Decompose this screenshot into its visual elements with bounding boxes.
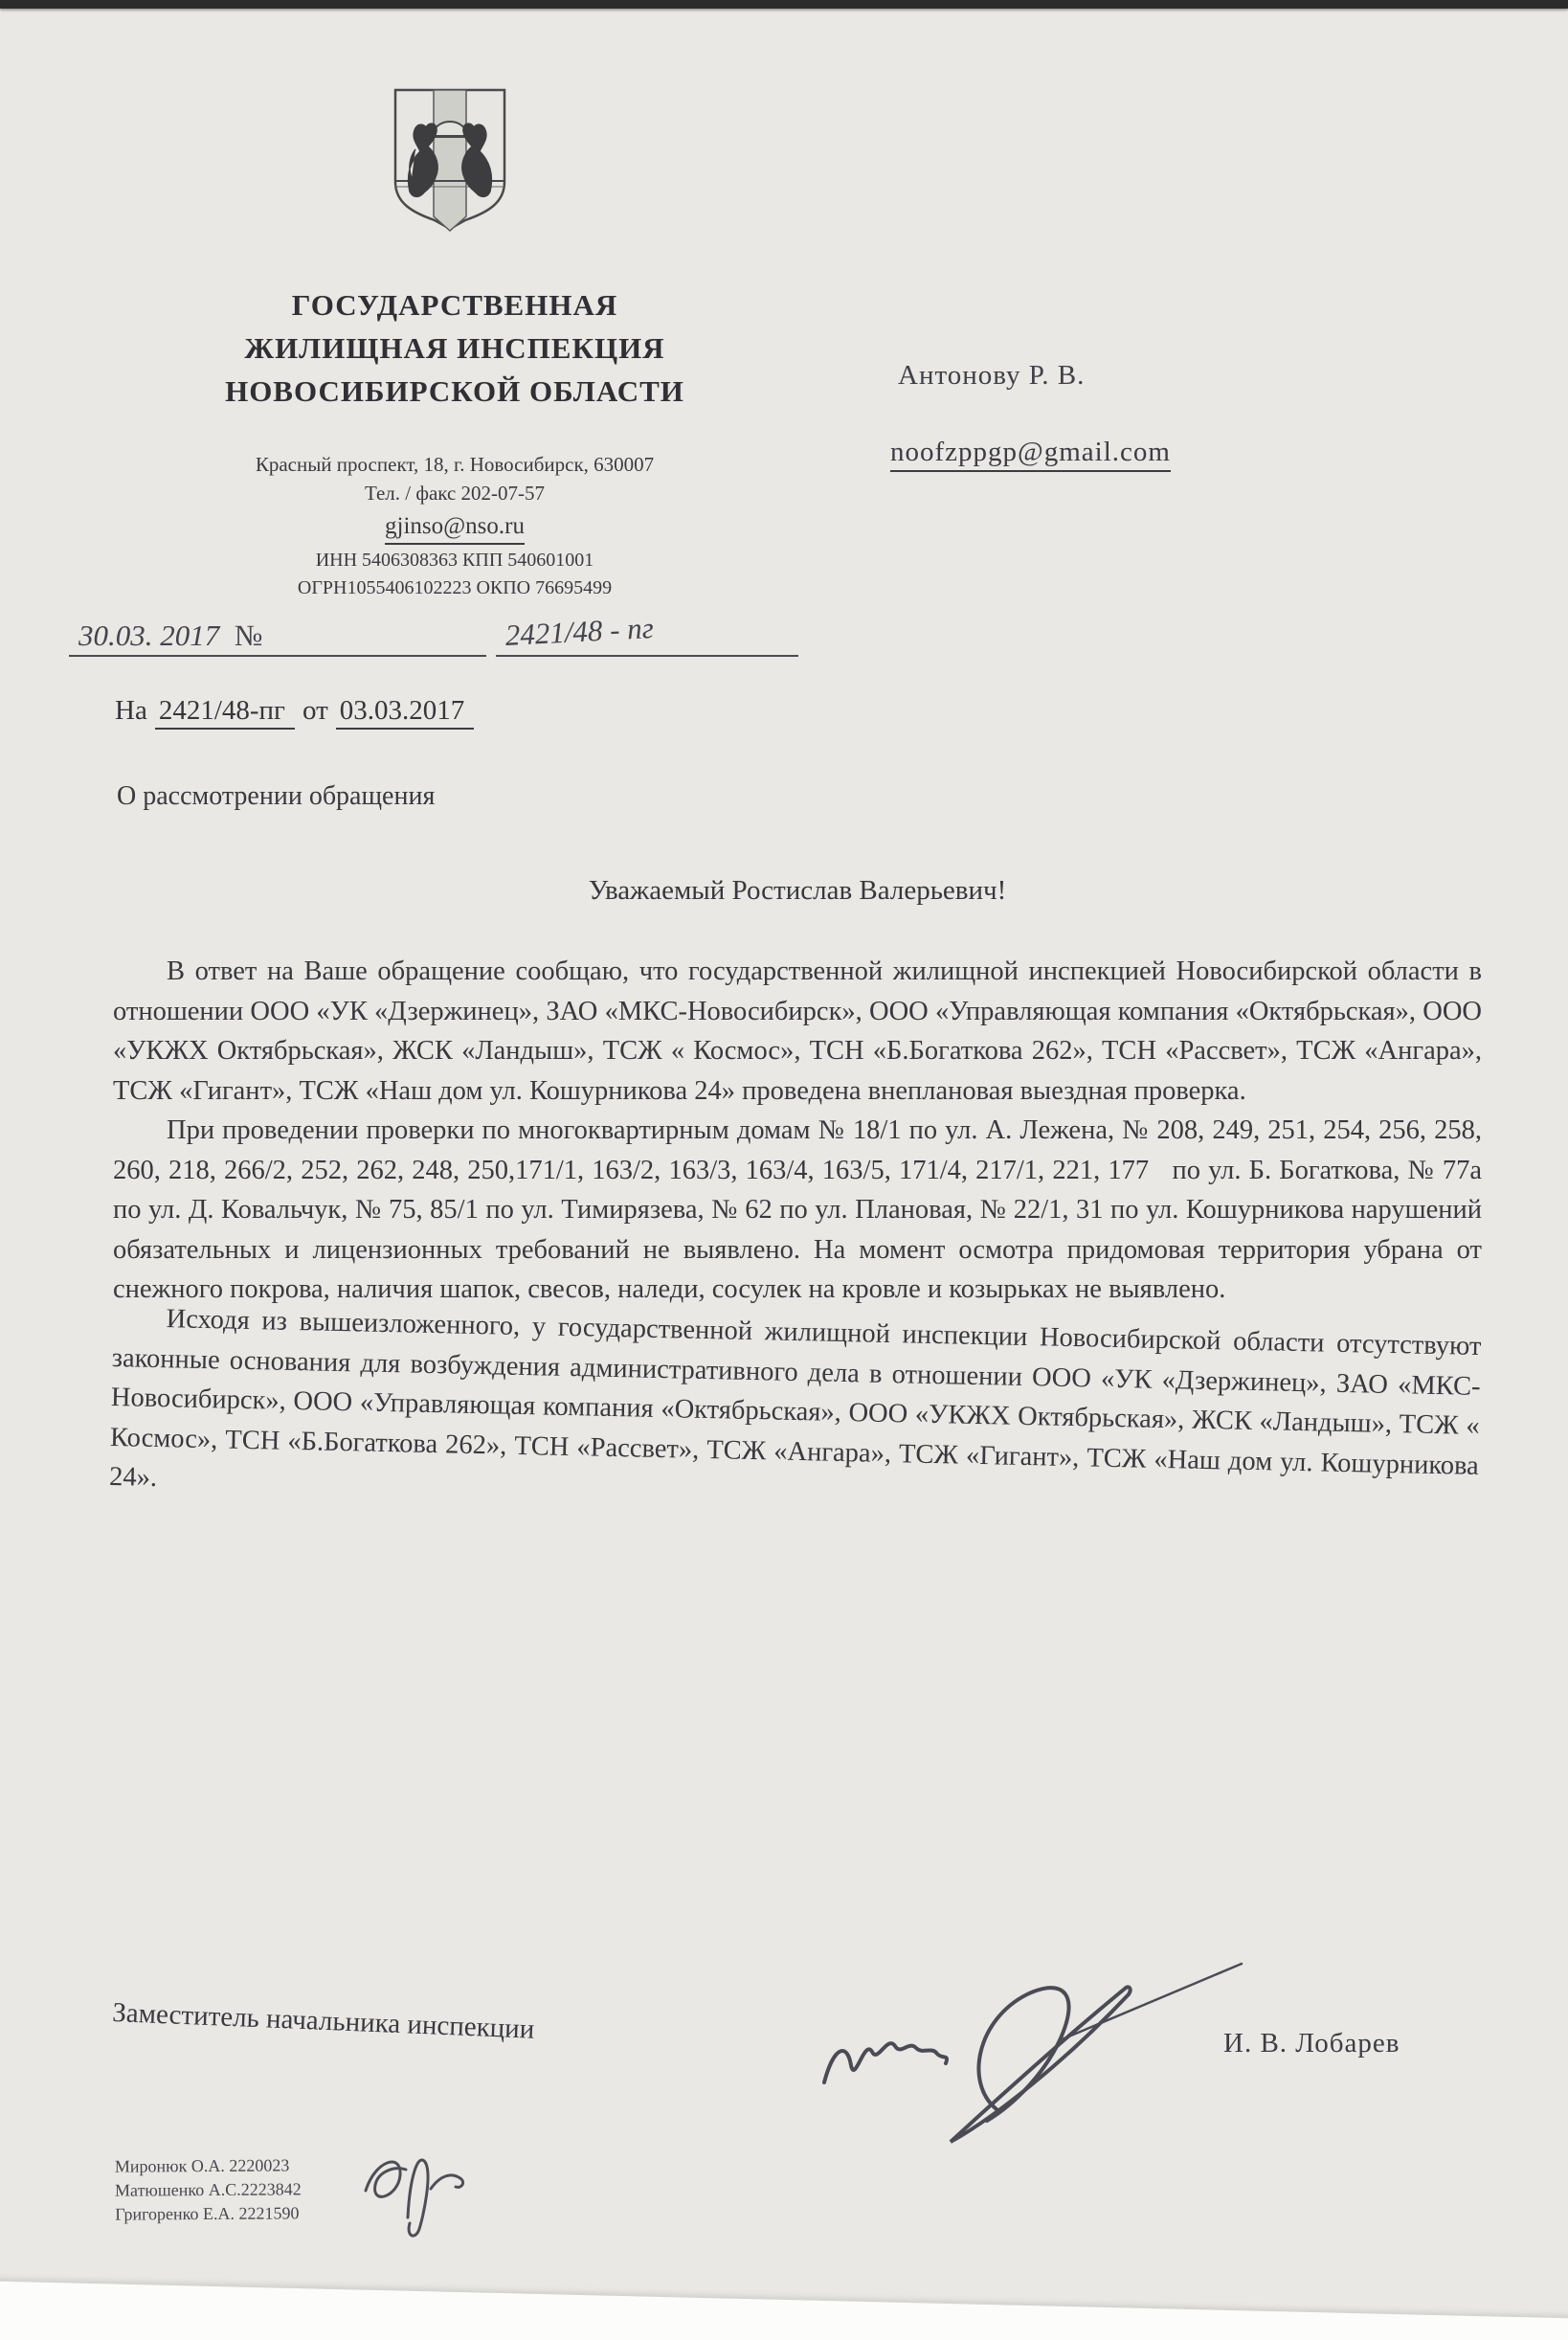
- org-name: [86, 283, 823, 413]
- body-paragraph-1: В ответ на Ваше обращение сообщаю, что государственной жилищной инспекцией Новосибирской области в отношении ООО «УК «Дзержинец», ЗАО «МКС-Новосибирск», ООО «Управляющая компания «Октябрьская», ООО «УКЖХ Октябрьская», ЖСК «Ландыш», ТСЖ « Космос», ТСН «Б.Богаткова 262», ТСН «Рассвет», ТСЖ «Ангара», ТСЖ «Гигант», ТСЖ «Наш дом ул. Кошурникова 24» проведена внеплановая выездная проверка.: [113, 956, 1482, 1106]
- executors-list: [115, 2153, 302, 2226]
- executor-autograph-mark: [352, 2137, 477, 2247]
- recipient-name: Антонову Р. В.: [898, 360, 1086, 391]
- org-name-line-3: НОВОСИБИРСКОЙ ОБЛАСТИ: [225, 374, 684, 408]
- outgoing-number-cell: [496, 610, 798, 657]
- org-address: Красный проспект, 18, г. Новосибирск, 630007: [255, 453, 655, 476]
- reply-ref-number: 2421/48-пг: [155, 695, 295, 730]
- outgoing-date-handwritten: 30.03. 2017: [78, 619, 220, 652]
- outgoing-number-handwritten: 2421/48 - пг: [504, 610, 655, 653]
- scan-bottom-edge: [0, 2281, 1568, 2340]
- subject-line: О рассмотрении обращения: [117, 781, 436, 811]
- org-inn-kpp: ИНН 5406308363 КПП 540601001: [315, 550, 594, 571]
- org-contact-block: [86, 450, 823, 602]
- signer-title: Заместитель начальника инспекции: [111, 1997, 535, 2045]
- body-paragraph-3: Исходя из вышеизложенного, у государственной жилищной инспекции Новосибирской области отсутствуют законные основания для возбуждения административного дела в отношении ООО «УК «Дзержинец», ЗАО «МКС-Новосибирск», ООО «Управляющая компания «Октябрьская», ООО «УКЖХ Октябрьская», ЖСК «Ландыш», ТСЖ « Космос», ТСН «Б.Богаткова 262», ТСН «Рассвет», ТСЖ «Ангара», ТСЖ «Гигант», ТСЖ «Наш дом ул. Кошурникова 24».: [108, 1303, 1482, 1493]
- executor-line-3: Григоренко Е.А. 2221590: [115, 2203, 300, 2224]
- org-ogrn-okpo: ОГРН1055406102223 ОКПО 76695499: [297, 577, 613, 598]
- org-phone: Тел. / факс 202-07-57: [364, 482, 546, 505]
- reply-prefix: На: [115, 695, 147, 726]
- body-paragraph-2: При проведении проверки по многоквартирным домам № 18/1 по ул. А. Лежена, № 208, 249, 251, 254, 256, 258, 260, 218, 266/2, 252, 262, 248, 250,171/1, 163/2, 163/3, 163/4, 163/5, 171/4, 217/1, 221, 177 по ул. Б. Богаткова, № 77а по ул. Д. Ковальчук, № 75, 85/1 по ул. Тимирязева, № 62 по ул. Плановая, № 22/1, 31 по ул. Кошурникова нарушений обязательных и лицензионных требований не выявлено. На момент осмотра придомовая территория убрана от снежного покрова, наличия шапок, свесов, наледи, сосулек на кровле и козырьках не выявлено.: [113, 1115, 1482, 1304]
- scan-top-edge: [0, 0, 1568, 9]
- outgoing-number-sign: №: [234, 619, 263, 652]
- signer-autograph-mark: [809, 1939, 1259, 2169]
- org-email: gjinso@nso.ru: [385, 510, 525, 545]
- reply-ot: от: [302, 695, 328, 726]
- org-name-line-2: ЖИЛИЩНАЯ ИНСПЕКЦИЯ: [244, 331, 665, 365]
- reply-ref-date: 03.03.2017: [336, 695, 475, 730]
- outgoing-ref-line: [69, 610, 825, 657]
- org-name-line-1: ГОСУДАРСТВЕННАЯ: [291, 288, 618, 322]
- executor-line-1: Миронюк О.А. 2220023: [114, 2155, 290, 2176]
- recipient-email: noofzppgp@gmail.com: [890, 437, 1171, 472]
- outgoing-date-cell: [69, 619, 486, 657]
- coat-of-arms-icon: [387, 82, 513, 236]
- executor-line-2: Матюшенко А.С.2223842: [114, 2179, 302, 2200]
- letter-body: [108, 952, 1482, 1508]
- salutation: Уважаемый Ростислав Валерьевич!: [588, 875, 1007, 906]
- reply-ref-line: [115, 695, 482, 730]
- signer-name: И. В. Лобарев: [1223, 2028, 1400, 2059]
